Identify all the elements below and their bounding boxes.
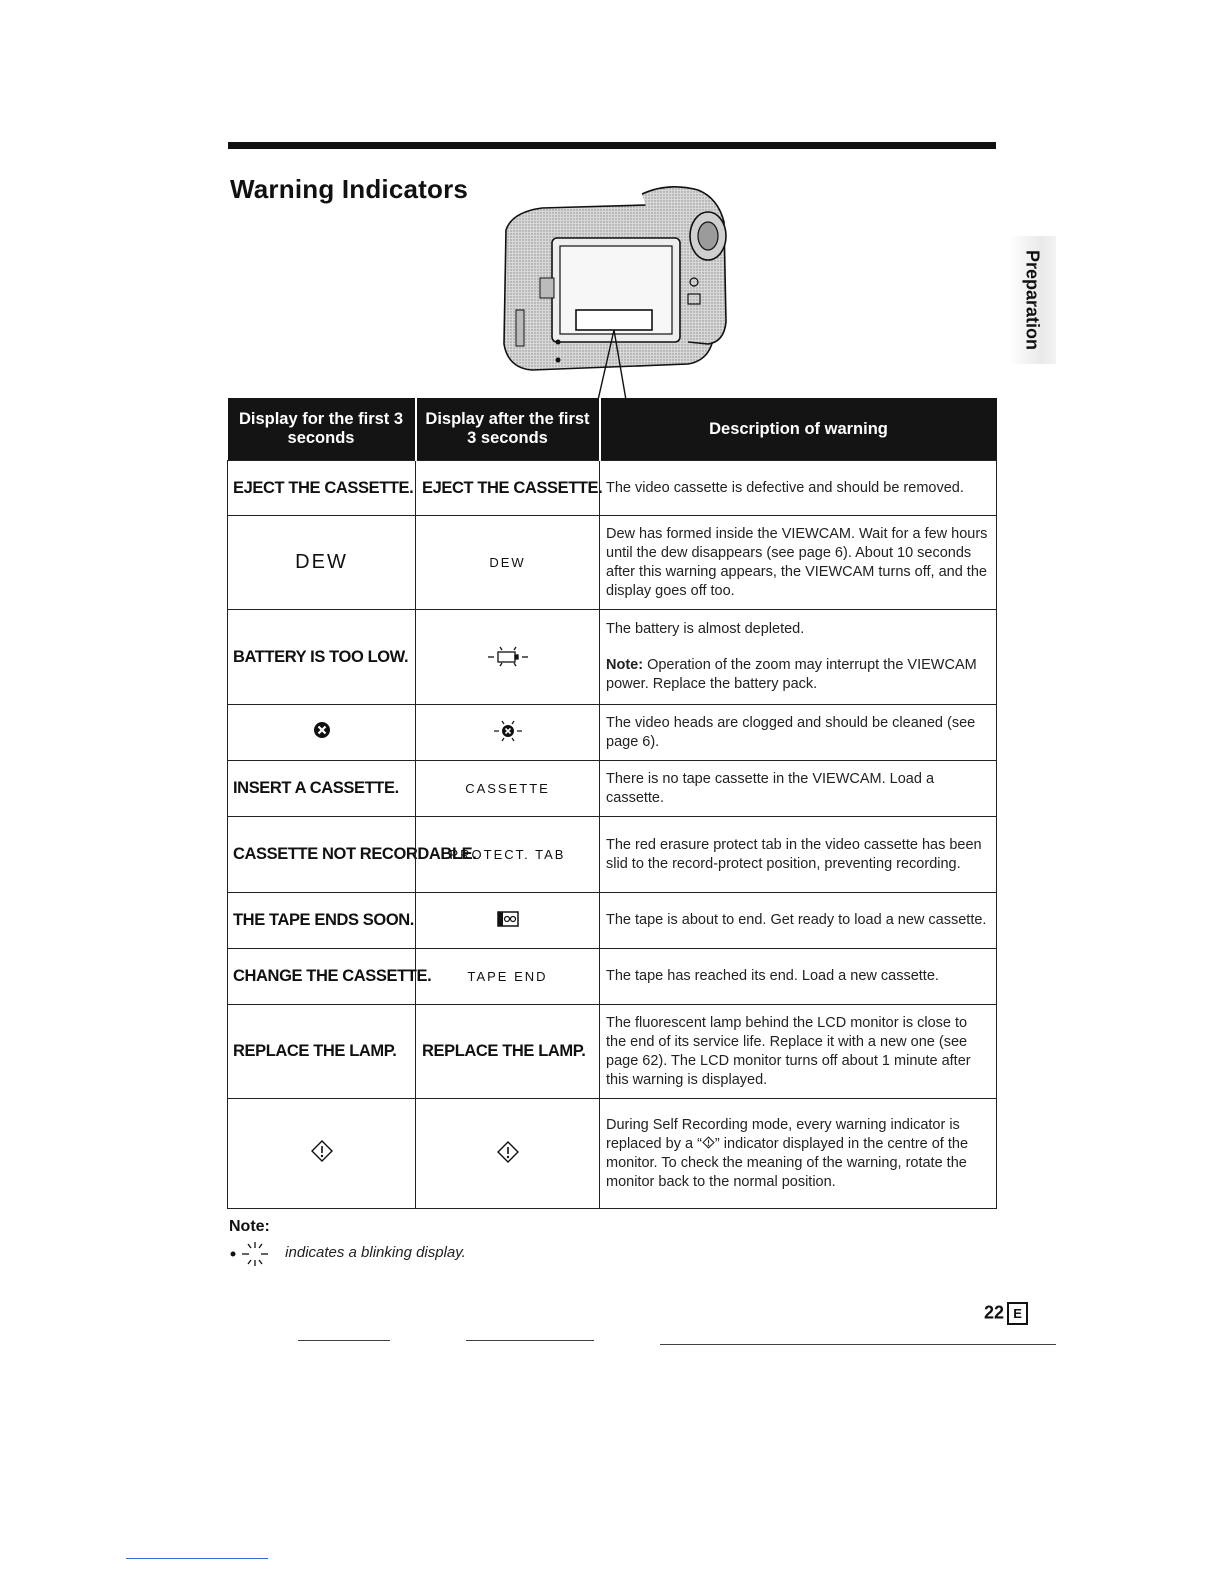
page-title: Warning Indicators: [230, 174, 469, 204]
after-display: REPLACE THE LAMP.: [416, 1005, 600, 1099]
section-tab-label: Preparation: [1022, 249, 1043, 351]
after-display: [416, 516, 600, 610]
blinking-dew-text: DEW: [489, 555, 526, 570]
page-number-value: 22: [984, 1302, 1005, 1323]
diamond-warning-icon: [496, 1140, 520, 1164]
self-recording-text-end: ” indicator displayed in the centre of the monitor. To check the meaning of the warning, rotate the monitor back to the normal position.: [606, 1135, 969, 1190]
description: The video heads are clogged and should be cleaned (see page 6).: [600, 705, 997, 761]
clogged-head-icon: [493, 719, 523, 743]
header-first: Display for the first 3 seconds: [228, 398, 416, 461]
after-display: [416, 761, 600, 817]
description: The tape has reached its end. Load a new cassette.: [600, 949, 997, 1005]
after-display: [416, 1099, 600, 1209]
note-title: Note:: [229, 1218, 270, 1235]
note-item: [229, 1240, 466, 1266]
first-display: INSERT A CASSETTE.: [228, 761, 416, 817]
section-tab: [1008, 236, 1056, 364]
clogged-head-icon: [312, 720, 332, 740]
description: The tape is about to end. Get ready to load a new cassette.: [600, 893, 997, 949]
description: The fluorescent lamp behind the LCD monitor is close to the end of its service life. Replace it with a new one (see page 62). The LCD monitor turns off about 1 minute after this warning is displayed.: [600, 1005, 997, 1099]
after-display: [416, 610, 600, 705]
after-display: [416, 893, 600, 949]
first-display: CASSETTE NOT RECORDABLE.: [228, 817, 416, 893]
top-rule: [228, 142, 996, 149]
table-row: [228, 761, 997, 817]
battery-note-text: Operation of the zoom may interrupt the VIEWCAM power. Replace the battery pack.: [606, 657, 977, 692]
first-display: [228, 516, 416, 610]
scan-line: [660, 1344, 1056, 1345]
tape-end-icon: [497, 911, 519, 927]
first-display: [228, 705, 416, 761]
table-row: [228, 1099, 997, 1209]
viewcam-illustration: [492, 182, 742, 402]
table-row: [228, 1005, 997, 1099]
note-text: indicates a blinking display.: [285, 1243, 466, 1261]
description: The red erasure protect tab in the video cassette has been slid to the record-protect position, preventing recording.: [600, 817, 997, 893]
battery-note-label: Note:: [606, 657, 644, 673]
after-display: EJECT THE CASSETTE.: [416, 461, 600, 516]
header-after: Display after the first 3 seconds: [416, 398, 600, 461]
dew-text: DEW: [295, 551, 348, 573]
warning-table: [227, 398, 997, 1209]
table-row: [228, 610, 997, 705]
after-display: TAPE END: [416, 949, 600, 1005]
page-number: [984, 1302, 1028, 1325]
battery-description: The battery is almost depleted.: [606, 621, 805, 637]
description: Dew has formed inside the VIEWCAM. Wait for a few hours until the dew disappears (see page 6). About 10 seconds after this warning appears, the VIEWCAM turns off, and the display goes off too.: [600, 516, 997, 610]
language-box: E: [1007, 1302, 1028, 1325]
scan-line: [298, 1340, 390, 1341]
table-row: [228, 817, 997, 893]
description: [600, 1099, 997, 1209]
first-display: THE TAPE ENDS SOON.: [228, 893, 416, 949]
first-display: [228, 1099, 416, 1209]
diamond-warning-icon: [702, 1136, 715, 1149]
scan-line: [126, 1558, 268, 1559]
battery-icon: [486, 644, 530, 668]
table-row: [228, 893, 997, 949]
table-row: [228, 516, 997, 610]
first-display: CHANGE THE CASSETTE.: [228, 949, 416, 1005]
after-display: [416, 705, 600, 761]
description: The video cassette is defective and should be removed.: [600, 461, 997, 516]
table-row: [228, 461, 997, 516]
diamond-warning-icon: [310, 1139, 334, 1163]
blinking-protect-tab-text: PROTECT. TAB: [449, 847, 566, 862]
header-description: Description of warning: [600, 398, 997, 461]
description: [600, 610, 997, 705]
first-display: EJECT THE CASSETTE.: [228, 461, 416, 516]
first-display: REPLACE THE LAMP.: [228, 1005, 416, 1099]
description: There is no tape cassette in the VIEWCAM. Load a cassette.: [600, 761, 997, 817]
table-row: [228, 949, 997, 1005]
self-recording-text-start: During Self Recording mode, every warning indicator is replaced by a “: [606, 1116, 960, 1152]
first-display: BATTERY IS TOO LOW.: [228, 610, 416, 705]
blinking-cassette-text: CASSETTE: [465, 781, 550, 796]
table-header-row: [228, 398, 997, 461]
table-row: [228, 705, 997, 761]
scan-line: [466, 1340, 594, 1341]
blink-symbol-icon: [229, 1240, 281, 1266]
